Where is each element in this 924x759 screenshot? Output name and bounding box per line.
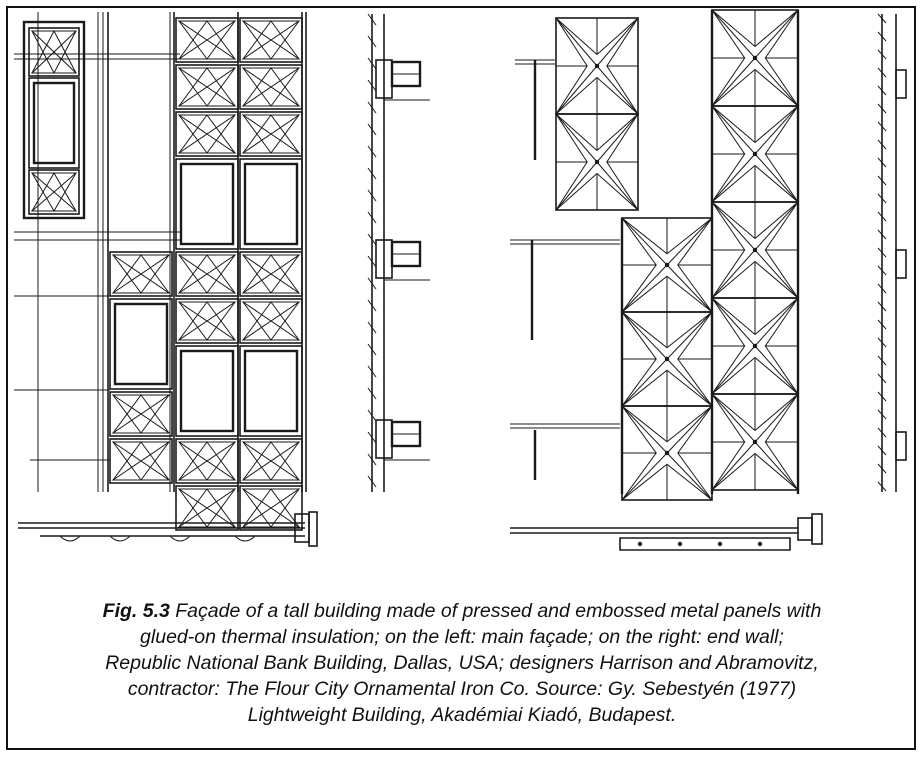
bowtie-bottom bbox=[113, 274, 169, 293]
drawing-line bbox=[622, 359, 667, 406]
drawing-line bbox=[622, 453, 667, 500]
drawing-line bbox=[755, 106, 798, 154]
drawing-line bbox=[712, 298, 755, 346]
plan-corner bbox=[798, 518, 812, 540]
caption-line-3: Republic National Bank Building, Dallas, USA; designers Harrison and Abramovitz, bbox=[105, 652, 819, 674]
plan-corner bbox=[812, 514, 822, 544]
window-pane bbox=[245, 351, 297, 431]
rivet-dot bbox=[753, 440, 757, 444]
drawing-line bbox=[755, 298, 798, 346]
bowtie-bottom bbox=[179, 274, 235, 293]
window-frame bbox=[29, 78, 79, 168]
window-frame bbox=[240, 159, 302, 249]
drawing-line bbox=[622, 406, 667, 453]
bowtie-bottom bbox=[113, 414, 169, 433]
bowtie-bottom bbox=[243, 508, 299, 527]
bowtie-top bbox=[32, 173, 76, 192]
bowtie-bottom bbox=[179, 508, 235, 527]
caption-line-5: Lightweight Building, Akadémiai Kiadó, Budapest. bbox=[247, 704, 677, 726]
plan-panel-strip bbox=[620, 538, 790, 550]
drawing-line bbox=[597, 162, 638, 210]
section-slab bbox=[896, 432, 906, 460]
drawing-line bbox=[755, 250, 798, 298]
drawing-line bbox=[755, 154, 798, 202]
plan-corner bbox=[309, 512, 317, 546]
bowtie-bottom bbox=[243, 40, 299, 59]
drawing-line bbox=[667, 359, 712, 406]
figure-caption bbox=[6, 598, 918, 728]
plan-sections bbox=[18, 512, 822, 550]
drawing-line bbox=[755, 202, 798, 250]
rivet-dot bbox=[665, 451, 669, 455]
bowtie-top bbox=[243, 255, 299, 274]
bowtie-top bbox=[113, 255, 169, 274]
drawing-line bbox=[622, 218, 667, 265]
bowtie-top bbox=[243, 21, 299, 40]
bowtie-bottom bbox=[243, 134, 299, 153]
bowtie-bottom bbox=[32, 52, 76, 73]
drawing-line bbox=[556, 114, 597, 162]
bowtie-top bbox=[243, 302, 299, 321]
drawing-line bbox=[712, 106, 755, 154]
drawing-line bbox=[556, 66, 597, 114]
drawing-line bbox=[755, 394, 798, 442]
caption-line-4: contractor: The Flour City Ornamental Iron Co. Source: Gy. Sebestyén (1977) bbox=[127, 678, 797, 700]
drawing-line bbox=[712, 442, 755, 490]
figure-label: Fig. 5.3 bbox=[102, 600, 170, 622]
bowtie-top bbox=[243, 489, 299, 508]
bowtie-top bbox=[179, 21, 235, 40]
bowtie-top bbox=[243, 442, 299, 461]
bowtie-top bbox=[179, 68, 235, 87]
drawing-line bbox=[755, 10, 798, 58]
bowtie-top bbox=[179, 489, 235, 508]
window-frame bbox=[176, 346, 238, 436]
rivet-dot bbox=[753, 56, 757, 60]
rivet-dot bbox=[718, 542, 722, 546]
drawing-line bbox=[622, 312, 667, 359]
caption-line-1 bbox=[6, 598, 918, 624]
drawing-line bbox=[622, 265, 667, 312]
main-facade-elevation bbox=[14, 12, 306, 530]
drawing-line bbox=[712, 58, 755, 106]
window-pane bbox=[245, 164, 297, 244]
drawing-line bbox=[667, 406, 712, 453]
drawing-line bbox=[755, 346, 798, 394]
bowtie-bottom bbox=[179, 87, 235, 106]
caption-text-1: Façade of a tall building made of pressed and embossed metal panels with bbox=[169, 600, 822, 622]
bowtie-top bbox=[113, 395, 169, 414]
drawing-line bbox=[712, 250, 755, 298]
bowtie-top bbox=[243, 68, 299, 87]
bowtie-bottom bbox=[32, 192, 76, 211]
drawing-line bbox=[755, 442, 798, 490]
section-slab bbox=[896, 250, 906, 278]
drawing-line bbox=[556, 18, 597, 66]
bowtie-bottom bbox=[113, 461, 169, 480]
bowtie-top bbox=[179, 302, 235, 321]
bowtie-bottom bbox=[243, 321, 299, 340]
window-frame bbox=[110, 299, 172, 389]
window-pane bbox=[115, 304, 167, 384]
end-wall-section bbox=[878, 14, 906, 492]
drawing-line bbox=[755, 58, 798, 106]
window-pane bbox=[34, 83, 74, 163]
main-facade-section bbox=[368, 14, 430, 492]
bowtie-top bbox=[32, 31, 76, 52]
bowtie-bottom bbox=[243, 87, 299, 106]
section-slab bbox=[896, 70, 906, 98]
rivet-dot bbox=[753, 248, 757, 252]
bowtie-top bbox=[179, 442, 235, 461]
drawing-line bbox=[597, 66, 638, 114]
drawing-line bbox=[712, 394, 755, 442]
rivet-dot bbox=[758, 542, 762, 546]
rivet-dot bbox=[595, 160, 599, 164]
drawing-line bbox=[712, 202, 755, 250]
rivet-dot bbox=[595, 64, 599, 68]
bowtie-bottom bbox=[179, 321, 235, 340]
rivet-dot bbox=[753, 344, 757, 348]
bowtie-top bbox=[179, 255, 235, 274]
bowtie-bottom bbox=[179, 134, 235, 153]
caption-line-2: glued-on thermal insulation; on the left: main façade; on the right: end wall; bbox=[140, 626, 784, 648]
bowtie-bottom bbox=[179, 40, 235, 59]
window-frame bbox=[176, 159, 238, 249]
bowtie-bottom bbox=[179, 461, 235, 480]
window-pane bbox=[181, 164, 233, 244]
rivet-dot bbox=[753, 152, 757, 156]
rivet-dot bbox=[665, 263, 669, 267]
bowtie-top bbox=[113, 442, 169, 461]
bowtie-top bbox=[179, 115, 235, 134]
window-frame bbox=[240, 346, 302, 436]
drawing-line bbox=[667, 312, 712, 359]
window-pane bbox=[181, 351, 233, 431]
drawing-line bbox=[597, 114, 638, 162]
drawing-line bbox=[556, 162, 597, 210]
bowtie-bottom bbox=[243, 274, 299, 293]
drawing-line bbox=[667, 265, 712, 312]
rivet-dot bbox=[638, 542, 642, 546]
drawing-line bbox=[667, 218, 712, 265]
drawing-line bbox=[712, 10, 755, 58]
bowtie-bottom bbox=[243, 461, 299, 480]
drawing-line bbox=[712, 154, 755, 202]
drawing-line bbox=[712, 346, 755, 394]
end-wall-elevation bbox=[510, 10, 798, 500]
drawing-line bbox=[667, 453, 712, 500]
rivet-dot bbox=[678, 542, 682, 546]
drawing-line bbox=[597, 18, 638, 66]
bowtie-top bbox=[243, 115, 299, 134]
rivet-dot bbox=[665, 357, 669, 361]
